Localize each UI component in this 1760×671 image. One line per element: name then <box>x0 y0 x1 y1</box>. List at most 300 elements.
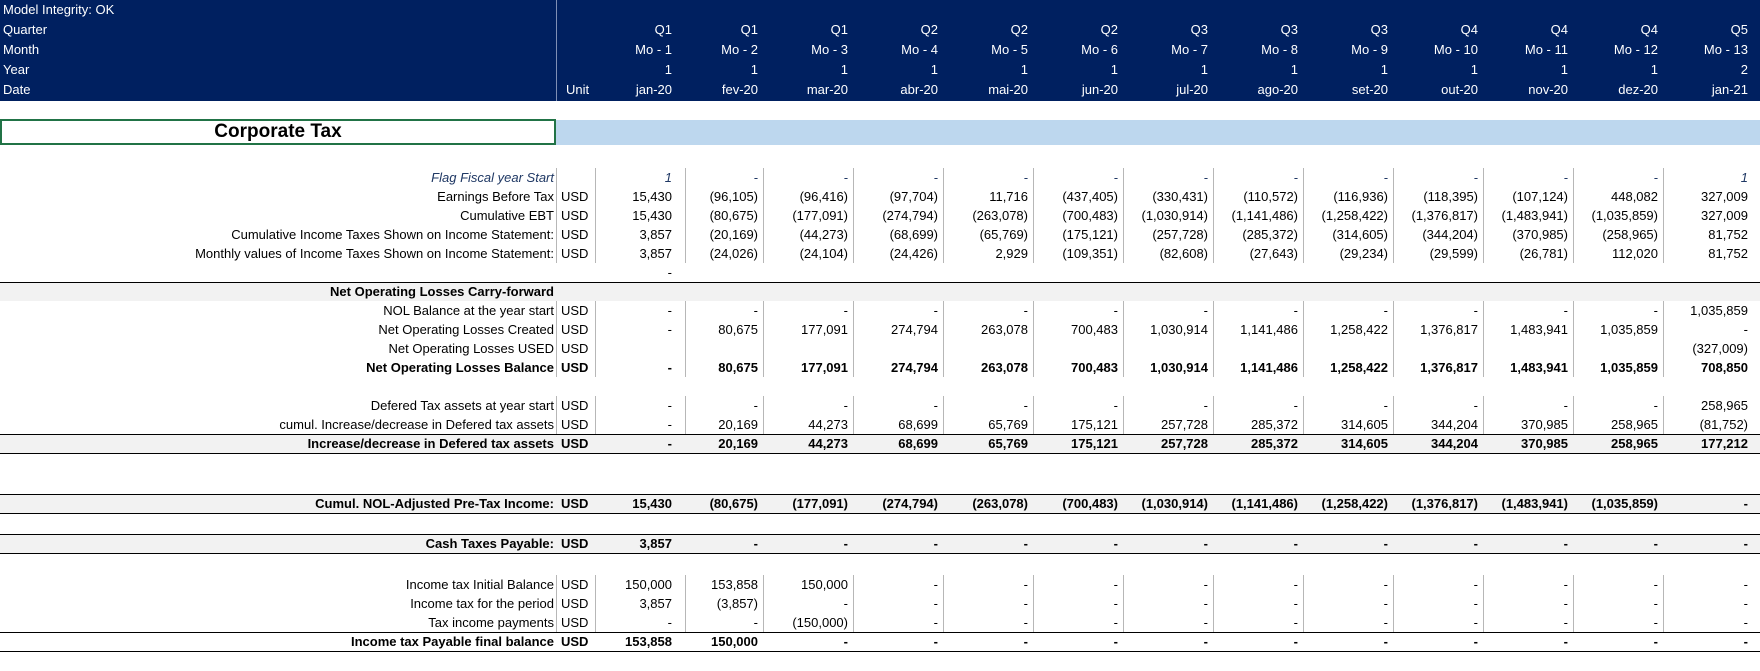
month-cell[interactable]: Mo - 4 <box>901 42 938 57</box>
row-label[interactable]: Cumul. NOL-Adjusted Pre-Tax Income: <box>315 496 554 511</box>
value-cell[interactable]: (97,704) <box>889 189 938 204</box>
model-integrity-status[interactable]: Model Integrity: OK <box>3 2 115 17</box>
value-cell[interactable]: - <box>1293 634 1298 649</box>
value-cell[interactable]: - <box>1473 634 1478 649</box>
value-cell[interactable]: 150,000 <box>625 577 672 592</box>
value-cell[interactable]: - <box>1383 615 1388 630</box>
row-label[interactable]: cumul. Increase/decrease in Defered tax assets <box>279 417 554 432</box>
value-cell[interactable]: 257,728 <box>1161 436 1208 451</box>
date-cell[interactable]: set-20 <box>1351 82 1388 97</box>
value-cell[interactable]: - <box>1113 634 1118 649</box>
value-cell[interactable]: - <box>1473 577 1478 592</box>
value-cell[interactable]: - <box>1563 536 1568 551</box>
value-cell[interactable]: (80,675) <box>709 496 758 511</box>
value-cell[interactable]: - <box>1113 596 1118 611</box>
unit-cell[interactable]: USD <box>561 322 589 337</box>
value-cell[interactable]: 1,376,817 <box>1420 322 1478 337</box>
year-cell[interactable]: 1 <box>1200 62 1208 77</box>
year-cell[interactable]: 1 <box>750 62 758 77</box>
month-label[interactable]: Month <box>3 42 40 57</box>
value-cell[interactable]: - <box>1653 536 1658 551</box>
value-cell[interactable]: 175,121 <box>1071 417 1118 432</box>
value-cell[interactable]: 81,752 <box>1708 227 1748 242</box>
month-cell[interactable]: Mo - 3 <box>811 42 848 57</box>
value-cell[interactable]: (65,769) <box>979 227 1028 242</box>
value-cell[interactable]: - <box>1293 398 1298 413</box>
year-cell[interactable]: 1 <box>1650 62 1658 77</box>
value-cell[interactable]: - <box>1023 596 1028 611</box>
row-label[interactable]: Income tax Payable final balance <box>350 634 554 649</box>
value-cell[interactable]: - <box>933 303 938 318</box>
value-cell[interactable]: (1,258,422) <box>1321 496 1388 511</box>
value-cell[interactable]: - <box>1473 170 1478 185</box>
date-cell[interactable]: jul-20 <box>1176 82 1208 97</box>
value-cell[interactable]: - <box>753 398 758 413</box>
value-cell[interactable]: (1,030,914) <box>1141 496 1208 511</box>
value-cell[interactable]: - <box>1293 577 1298 592</box>
value-cell[interactable]: 700,483 <box>1071 322 1118 337</box>
value-cell[interactable]: - <box>1383 634 1388 649</box>
value-cell[interactable]: - <box>753 303 758 318</box>
value-cell[interactable]: (263,078) <box>972 208 1028 223</box>
date-cell[interactable]: dez-20 <box>1618 82 1658 97</box>
quarter-cell[interactable]: Q2 <box>920 22 938 37</box>
value-cell[interactable]: - <box>933 536 938 551</box>
value-cell[interactable]: - <box>1293 536 1298 551</box>
value-cell[interactable]: (177,091) <box>792 208 848 223</box>
value-cell[interactable]: 1,258,422 <box>1330 322 1388 337</box>
value-cell[interactable]: (27,643) <box>1249 246 1298 261</box>
date-cell[interactable]: nov-20 <box>1528 82 1568 97</box>
quarter-cell[interactable]: Q5 <box>1730 22 1748 37</box>
value-cell[interactable]: (107,124) <box>1512 189 1568 204</box>
value-cell[interactable]: 81,752 <box>1708 246 1748 261</box>
value-cell[interactable]: - <box>1383 303 1388 318</box>
value-cell[interactable]: - <box>1383 577 1388 592</box>
quarter-cell[interactable]: Q2 <box>1010 22 1028 37</box>
value-cell[interactable]: 257,728 <box>1161 417 1208 432</box>
unit-cell[interactable]: USD <box>561 398 589 413</box>
unit-cell[interactable]: USD <box>561 227 589 242</box>
value-cell[interactable]: (263,078) <box>972 496 1028 511</box>
value-cell[interactable]: (110,572) <box>1243 189 1298 204</box>
value-cell[interactable]: 263,078 <box>981 322 1028 337</box>
date-cell[interactable]: ago-20 <box>1257 82 1298 97</box>
quarter-cell[interactable]: Q3 <box>1370 22 1388 37</box>
value-cell[interactable]: - <box>843 536 848 551</box>
month-cell[interactable]: Mo - 11 <box>1524 42 1568 57</box>
value-cell[interactable]: - <box>667 436 672 451</box>
year-cell[interactable]: 1 <box>1020 62 1028 77</box>
date-cell[interactable]: fev-20 <box>721 82 758 97</box>
value-cell[interactable]: - <box>1203 303 1208 318</box>
month-cell[interactable]: Mo - 9 <box>1351 42 1388 57</box>
row-label[interactable]: Flag Fiscal year Start <box>431 170 554 185</box>
value-cell[interactable]: - <box>1653 634 1658 649</box>
value-cell[interactable]: 344,204 <box>1431 417 1478 432</box>
value-cell[interactable]: (274,794) <box>882 496 938 511</box>
value-cell[interactable]: (1,376,817) <box>1411 208 1478 223</box>
value-cell[interactable]: - <box>1473 536 1478 551</box>
value-cell[interactable]: - <box>933 634 938 649</box>
value-cell[interactable]: - <box>1023 536 1028 551</box>
value-cell[interactable]: - <box>933 398 938 413</box>
value-cell[interactable]: - <box>1743 615 1748 630</box>
value-cell[interactable]: - <box>1203 615 1208 630</box>
value-cell[interactable]: 1 <box>1740 170 1748 185</box>
unit-cell[interactable]: USD <box>561 341 589 356</box>
value-cell[interactable]: 3,857 <box>639 596 672 611</box>
row-label[interactable]: Monthly values of Income Taxes Shown on Income Statement: <box>195 246 554 261</box>
unit-cell[interactable]: USD <box>561 615 589 630</box>
value-cell[interactable]: (700,483) <box>1062 208 1118 223</box>
date-label[interactable]: Date <box>3 82 31 97</box>
value-cell[interactable]: (175,121) <box>1062 227 1118 242</box>
row-label[interactable]: Cumulative Income Taxes Shown on Income Statement: <box>231 227 554 242</box>
value-cell[interactable]: 263,078 <box>981 360 1028 375</box>
unit-cell[interactable]: USD <box>561 596 589 611</box>
value-cell[interactable]: - <box>753 615 758 630</box>
unit-cell[interactable]: USD <box>561 577 589 592</box>
value-cell[interactable]: (1,035,859) <box>1591 208 1658 223</box>
value-cell[interactable]: - <box>1743 536 1748 551</box>
value-cell[interactable]: 80,675 <box>718 360 758 375</box>
value-cell[interactable]: 177,091 <box>801 360 848 375</box>
value-cell[interactable]: 1,258,422 <box>1330 360 1388 375</box>
value-cell[interactable]: - <box>1473 303 1478 318</box>
month-cell[interactable]: Mo - 7 <box>1171 42 1208 57</box>
unit-cell[interactable]: USD <box>561 496 589 511</box>
row-label[interactable]: Tax income payments <box>428 615 554 630</box>
unit-cell[interactable]: USD <box>561 536 589 551</box>
unit-cell[interactable]: USD <box>561 303 589 318</box>
value-cell[interactable]: - <box>1473 398 1478 413</box>
value-cell[interactable]: (80,675) <box>709 208 758 223</box>
value-cell[interactable]: (29,234) <box>1339 246 1388 261</box>
value-cell[interactable]: - <box>1563 170 1568 185</box>
month-cell[interactable]: Mo - 10 <box>1433 42 1478 57</box>
value-cell[interactable]: - <box>667 417 672 432</box>
year-cell[interactable]: 1 <box>840 62 848 77</box>
value-cell[interactable]: (1,141,486) <box>1231 496 1298 511</box>
value-cell[interactable]: - <box>1563 634 1568 649</box>
value-cell[interactable]: - <box>1023 398 1028 413</box>
row-label[interactable]: Net Operating Losses Balance <box>366 360 554 375</box>
value-cell[interactable]: - <box>1293 170 1298 185</box>
value-cell[interactable]: - <box>843 634 848 649</box>
month-cell[interactable]: Mo - 5 <box>991 42 1028 57</box>
value-cell[interactable]: - <box>1293 596 1298 611</box>
value-cell[interactable]: 44,273 <box>808 417 848 432</box>
value-cell[interactable]: (116,936) <box>1333 189 1388 204</box>
value-cell[interactable]: (24,026) <box>709 246 758 261</box>
value-cell[interactable]: (330,431) <box>1152 189 1208 204</box>
row-label[interactable]: Earnings Before Tax <box>437 189 554 204</box>
value-cell[interactable]: (437,405) <box>1062 189 1118 204</box>
row-label[interactable]: Cumulative EBT <box>460 208 554 223</box>
value-cell[interactable]: 327,009 <box>1701 208 1748 223</box>
value-cell[interactable]: (314,605) <box>1332 227 1388 242</box>
value-cell[interactable]: - <box>1203 398 1208 413</box>
value-cell[interactable]: - <box>1743 577 1748 592</box>
quarter-cell[interactable]: Q1 <box>830 22 848 37</box>
value-cell[interactable]: - <box>1113 303 1118 318</box>
value-cell[interactable]: (20,169) <box>709 227 758 242</box>
quarter-cell[interactable]: Q3 <box>1190 22 1208 37</box>
value-cell[interactable]: - <box>1293 303 1298 318</box>
value-cell[interactable]: 44,273 <box>808 436 848 451</box>
value-cell[interactable]: (26,781) <box>1519 246 1568 261</box>
year-cell[interactable]: 2 <box>1740 62 1748 77</box>
value-cell[interactable]: (24,104) <box>799 246 848 261</box>
value-cell[interactable]: (29,599) <box>1429 246 1478 261</box>
year-cell[interactable]: 1 <box>1290 62 1298 77</box>
value-cell[interactable]: - <box>1653 596 1658 611</box>
value-cell[interactable]: - <box>667 398 672 413</box>
value-cell[interactable]: 20,169 <box>718 436 758 451</box>
value-cell[interactable]: 153,858 <box>711 577 758 592</box>
value-cell[interactable]: 150,000 <box>801 577 848 592</box>
value-cell[interactable]: 1,035,859 <box>1690 303 1748 318</box>
value-cell[interactable]: 370,985 <box>1521 436 1568 451</box>
value-cell[interactable]: (700,483) <box>1062 496 1118 511</box>
value-cell[interactable]: - <box>1113 398 1118 413</box>
value-cell[interactable]: - <box>843 303 848 318</box>
value-cell[interactable]: (1,483,941) <box>1501 208 1568 223</box>
value-cell[interactable]: 20,169 <box>718 417 758 432</box>
value-cell[interactable]: - <box>1203 596 1208 611</box>
value-cell[interactable]: - <box>667 360 672 375</box>
value-cell[interactable]: - <box>1383 170 1388 185</box>
value-cell[interactable]: - <box>1563 596 1568 611</box>
date-cell[interactable]: mai-20 <box>988 82 1028 97</box>
value-cell[interactable]: - <box>1023 170 1028 185</box>
year-cell[interactable]: 1 <box>930 62 938 77</box>
value-cell[interactable]: (24,426) <box>889 246 938 261</box>
value-cell[interactable]: 258,965 <box>1701 398 1748 413</box>
date-cell[interactable]: jan-20 <box>635 82 672 97</box>
value-cell[interactable]: (81,752) <box>1699 417 1748 432</box>
quarter-cell[interactable]: Q1 <box>654 22 672 37</box>
value-cell[interactable]: 1,483,941 <box>1510 360 1568 375</box>
year-cell[interactable]: 1 <box>1560 62 1568 77</box>
value-cell[interactable]: - <box>1113 536 1118 551</box>
value-cell[interactable]: - <box>1563 398 1568 413</box>
value-cell[interactable]: (150,000) <box>792 615 848 630</box>
value-cell[interactable]: - <box>1563 615 1568 630</box>
unit-cell[interactable]: USD <box>561 417 589 432</box>
value-cell[interactable]: - <box>1473 615 1478 630</box>
row-label[interactable]: Income tax for the period <box>410 596 554 611</box>
row-label[interactable]: Net Operating Losses USED <box>388 341 554 356</box>
value-cell[interactable]: (96,105) <box>709 189 758 204</box>
value-cell[interactable]: 15,430 <box>632 208 672 223</box>
value-cell[interactable]: - <box>1653 170 1658 185</box>
year-label[interactable]: Year <box>3 62 30 77</box>
value-cell[interactable]: (274,794) <box>882 208 938 223</box>
value-cell[interactable]: - <box>1383 398 1388 413</box>
value-cell[interactable]: 258,965 <box>1611 436 1658 451</box>
value-cell[interactable]: 65,769 <box>988 417 1028 432</box>
value-cell[interactable]: 1,035,859 <box>1600 322 1658 337</box>
unit-cell[interactable]: USD <box>561 189 589 204</box>
month-cell[interactable]: Mo - 1 <box>635 42 672 57</box>
value-cell[interactable]: - <box>1653 398 1658 413</box>
value-cell[interactable]: 274,794 <box>891 360 938 375</box>
month-cell[interactable]: Mo - 6 <box>1081 42 1118 57</box>
year-cell[interactable]: 1 <box>1380 62 1388 77</box>
value-cell[interactable]: - <box>1743 596 1748 611</box>
value-cell[interactable]: - <box>1293 615 1298 630</box>
unit-header[interactable]: Unit <box>566 82 590 97</box>
value-cell[interactable]: - <box>667 265 672 280</box>
value-cell[interactable]: 370,985 <box>1521 417 1568 432</box>
month-cell[interactable]: Mo - 8 <box>1261 42 1298 57</box>
value-cell[interactable]: - <box>933 170 938 185</box>
value-cell[interactable]: 112,020 <box>1611 246 1658 261</box>
value-cell[interactable]: 327,009 <box>1701 189 1748 204</box>
value-cell[interactable]: - <box>1203 170 1208 185</box>
value-cell[interactable]: - <box>1563 577 1568 592</box>
value-cell[interactable]: - <box>933 577 938 592</box>
value-cell[interactable]: - <box>1023 577 1028 592</box>
value-cell[interactable]: (344,204) <box>1422 227 1478 242</box>
value-cell[interactable]: - <box>1743 322 1748 337</box>
value-cell[interactable]: 344,204 <box>1431 436 1478 451</box>
value-cell[interactable]: - <box>667 615 672 630</box>
value-cell[interactable]: 708,850 <box>1701 360 1748 375</box>
value-cell[interactable]: (370,985) <box>1512 227 1568 242</box>
row-label[interactable]: Net Operating Losses Created <box>378 322 554 337</box>
date-cell[interactable]: jan-21 <box>1711 82 1748 97</box>
value-cell[interactable]: - <box>843 170 848 185</box>
value-cell[interactable]: - <box>667 303 672 318</box>
value-cell[interactable]: 700,483 <box>1071 360 1118 375</box>
row-label[interactable]: Cash Taxes Payable: <box>425 536 554 551</box>
unit-cell[interactable]: USD <box>561 208 589 223</box>
value-cell[interactable]: 177,091 <box>801 322 848 337</box>
value-cell[interactable]: 2,929 <box>995 246 1028 261</box>
value-cell[interactable]: (3,857) <box>716 596 758 611</box>
row-label[interactable]: Defered Tax assets at year start <box>370 398 554 413</box>
value-cell[interactable]: 285,372 <box>1251 436 1298 451</box>
value-cell[interactable]: 177,212 <box>1701 436 1748 451</box>
value-cell[interactable]: 3,857 <box>639 227 672 242</box>
unit-cell[interactable]: USD <box>561 246 589 261</box>
value-cell[interactable]: 80,675 <box>718 322 758 337</box>
value-cell[interactable]: 68,699 <box>898 436 938 451</box>
row-label[interactable]: Increase/decrease in Defered tax assets <box>307 436 554 451</box>
value-cell[interactable]: - <box>843 398 848 413</box>
value-cell[interactable]: - <box>1383 596 1388 611</box>
quarter-label[interactable]: Quarter <box>3 22 48 37</box>
value-cell[interactable]: - <box>1203 577 1208 592</box>
value-cell[interactable]: 150,000 <box>711 634 758 649</box>
value-cell[interactable]: 274,794 <box>891 322 938 337</box>
value-cell[interactable]: 15,430 <box>632 496 672 511</box>
value-cell[interactable]: - <box>667 322 672 337</box>
value-cell[interactable]: 1,030,914 <box>1150 360 1208 375</box>
section-title[interactable]: Corporate Tax <box>0 119 556 145</box>
value-cell[interactable]: - <box>1023 634 1028 649</box>
value-cell[interactable]: - <box>1653 303 1658 318</box>
value-cell[interactable]: - <box>753 170 758 185</box>
value-cell[interactable]: 3,857 <box>639 246 672 261</box>
value-cell[interactable]: - <box>1653 577 1658 592</box>
value-cell[interactable]: (1,258,422) <box>1321 208 1388 223</box>
quarter-cell[interactable]: Q4 <box>1640 22 1658 37</box>
month-cell[interactable]: Mo - 2 <box>721 42 758 57</box>
value-cell[interactable]: - <box>1203 536 1208 551</box>
value-cell[interactable]: 1,376,817 <box>1420 360 1478 375</box>
quarter-cell[interactable]: Q1 <box>740 22 758 37</box>
value-cell[interactable]: 1,483,941 <box>1510 322 1568 337</box>
row-label[interactable]: NOL Balance at the year start <box>383 303 554 318</box>
value-cell[interactable]: - <box>753 536 758 551</box>
value-cell[interactable]: (257,728) <box>1152 227 1208 242</box>
value-cell[interactable]: (82,608) <box>1159 246 1208 261</box>
value-cell[interactable]: 3,857 <box>639 536 672 551</box>
value-cell[interactable]: 68,699 <box>898 417 938 432</box>
value-cell[interactable]: - <box>1743 634 1748 649</box>
value-cell[interactable]: - <box>1473 596 1478 611</box>
value-cell[interactable]: 65,769 <box>988 436 1028 451</box>
value-cell[interactable]: 11,716 <box>989 189 1028 204</box>
date-cell[interactable]: jun-20 <box>1081 82 1118 97</box>
row-label[interactable]: Net Operating Losses Carry-forward <box>330 284 554 299</box>
month-cell[interactable]: Mo - 13 <box>1703 42 1748 57</box>
value-cell[interactable]: - <box>933 596 938 611</box>
date-cell[interactable]: out-20 <box>1441 82 1478 97</box>
value-cell[interactable]: (1,376,817) <box>1411 496 1478 511</box>
value-cell[interactable]: - <box>1113 577 1118 592</box>
value-cell[interactable]: 448,082 <box>1611 189 1658 204</box>
value-cell[interactable]: 1,030,914 <box>1150 322 1208 337</box>
date-cell[interactable]: abr-20 <box>900 82 938 97</box>
value-cell[interactable]: - <box>1023 615 1028 630</box>
value-cell[interactable]: 285,372 <box>1251 417 1298 432</box>
value-cell[interactable]: - <box>1563 303 1568 318</box>
value-cell[interactable]: (1,483,941) <box>1501 496 1568 511</box>
value-cell[interactable]: (96,416) <box>799 189 848 204</box>
value-cell[interactable]: 314,605 <box>1341 436 1388 451</box>
value-cell[interactable]: 258,965 <box>1611 417 1658 432</box>
value-cell[interactable]: - <box>1113 615 1118 630</box>
value-cell[interactable]: (177,091) <box>792 496 848 511</box>
unit-cell[interactable]: USD <box>561 634 589 649</box>
row-label[interactable]: Income tax Initial Balance <box>405 577 554 592</box>
value-cell[interactable]: 1,141,486 <box>1240 322 1298 337</box>
value-cell[interactable]: - <box>1653 615 1658 630</box>
value-cell[interactable]: (1,035,859) <box>1591 496 1658 511</box>
value-cell[interactable]: (1,030,914) <box>1141 208 1208 223</box>
value-cell[interactable]: 1 <box>664 170 672 185</box>
value-cell[interactable]: 153,858 <box>625 634 672 649</box>
value-cell[interactable]: 314,605 <box>1341 417 1388 432</box>
value-cell[interactable]: (327,009) <box>1692 341 1748 356</box>
value-cell[interactable]: - <box>843 596 848 611</box>
unit-cell[interactable]: USD <box>561 360 589 375</box>
value-cell[interactable]: 15,430 <box>632 189 672 204</box>
value-cell[interactable]: (258,965) <box>1602 227 1658 242</box>
year-cell[interactable]: 1 <box>1110 62 1118 77</box>
quarter-cell[interactable]: Q3 <box>1280 22 1298 37</box>
quarter-cell[interactable]: Q2 <box>1100 22 1118 37</box>
unit-cell[interactable]: USD <box>561 436 589 451</box>
value-cell[interactable]: (44,273) <box>799 227 848 242</box>
year-cell[interactable]: 1 <box>664 62 672 77</box>
value-cell[interactable]: (118,395) <box>1423 189 1478 204</box>
